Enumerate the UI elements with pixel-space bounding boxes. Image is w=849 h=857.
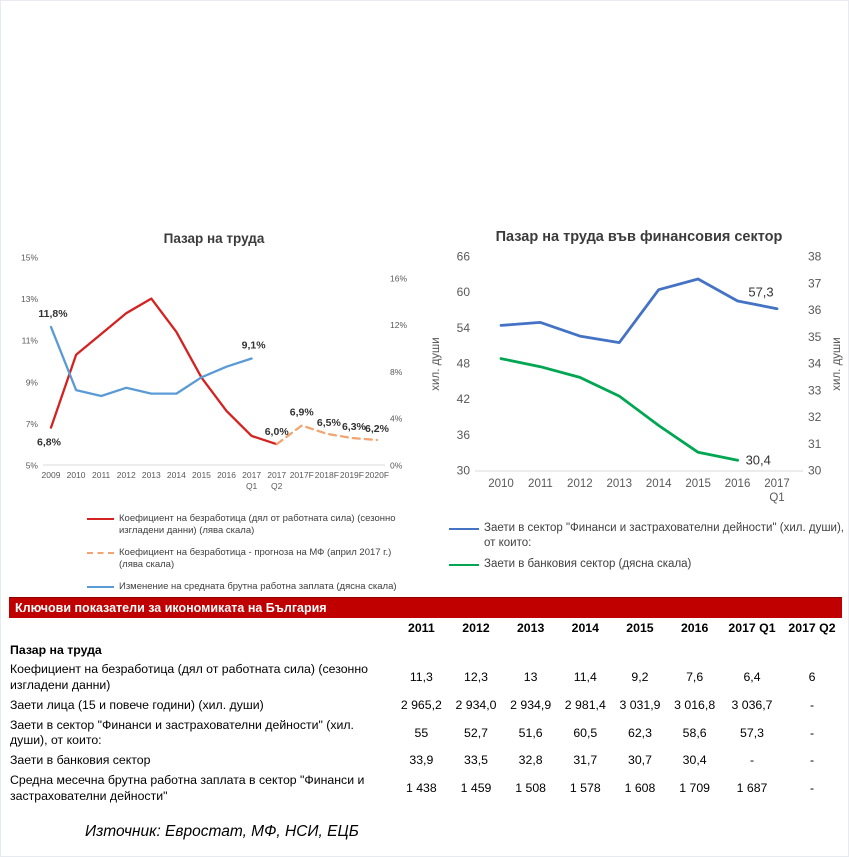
data-label: 6,2% <box>365 423 389 436</box>
x-axis-label: Q2 <box>271 481 283 491</box>
col-header: 2016 <box>680 621 709 635</box>
table-cell: - <box>809 753 815 768</box>
col-header: 2014 <box>571 621 599 635</box>
left-axis-tick: 11% <box>21 335 38 346</box>
legend-item <box>425 557 849 572</box>
source-note: Източник: Евростат, МФ, НСИ, ЕЦБ <box>85 823 359 840</box>
table-cell: 33,9 <box>409 753 434 768</box>
x-axis-label: 2017 <box>764 478 790 490</box>
right-axis-tick: 30 <box>808 463 822 478</box>
right-axis-tick: 33 <box>808 383 822 398</box>
table-cell: 52,7 <box>464 725 488 740</box>
left-axis-tick: 42 <box>456 392 470 407</box>
x-axis-label: 2013 <box>606 478 633 490</box>
table-cell: 60,5 <box>573 725 598 740</box>
x-axis-label: 2020F <box>364 470 390 480</box>
right-axis-tick: 37 <box>808 276 822 291</box>
table-cell: 58,6 <box>682 725 707 740</box>
left-axis-tick: 30 <box>456 463 470 478</box>
labor-market-chart-svg <box>7 227 413 511</box>
table-cell: - <box>809 725 815 740</box>
left-axis-tick: 7% <box>25 418 38 429</box>
table-cell: - <box>749 753 755 768</box>
table-cell: 12,3 <box>464 670 488 685</box>
financial-sector-legend <box>425 521 849 572</box>
x-axis-label: 2009 <box>41 470 61 480</box>
financial-sector-chart <box>425 223 849 578</box>
left-axis-tick: 5% <box>25 460 38 471</box>
table-cell: 7,6 <box>686 670 704 685</box>
left-axis-tick: 54 <box>456 320 470 335</box>
table-title-bar: Ключови показатели за икономиката на България <box>9 597 842 618</box>
data-label: 30,4 <box>745 452 771 468</box>
legend-label: Коефициент на безработица - прогноза на МФ (април 2017 г.) (лява скала) <box>119 546 392 570</box>
table-cell: 6 <box>808 670 816 685</box>
right-axis-tick: 4% <box>390 413 403 424</box>
x-axis-label: 2015 <box>685 478 711 490</box>
col-header: 2015 <box>626 621 654 635</box>
legend-line-swatch <box>87 518 114 520</box>
legend-label: Коефициент на безработица (дял от работната сила) (сезонно изгладени данни) (лява скала) <box>119 513 396 536</box>
header-spacer <box>9 619 394 639</box>
x-axis-label: 2012 <box>116 470 136 480</box>
right-axis-tick: 8% <box>390 366 403 377</box>
data-label: 6,5% <box>316 416 341 429</box>
right-axis-tick: 32 <box>808 410 822 424</box>
x-axis-label: 2011 <box>528 478 553 490</box>
table-cell: 11,4 <box>573 670 597 685</box>
data-label: 6,3% <box>341 420 366 433</box>
table-cell: 62,3 <box>627 725 652 740</box>
row-label: Заети лица (15 и повече години) (хил. души) <box>10 697 264 712</box>
table-cell: - <box>809 697 815 712</box>
table-cell: 57,3 <box>740 725 764 740</box>
table-cell: 31,7 <box>573 753 598 768</box>
x-axis-label: 2017 <box>267 470 287 480</box>
data-label: 9,1% <box>241 339 266 352</box>
chart-title: Пазар на труда във финансовия сектор <box>495 229 783 245</box>
series-line <box>501 359 738 461</box>
x-axis-label: 2011 <box>92 470 111 480</box>
x-axis-label: Q1 <box>769 492 785 504</box>
financial-sector-chart-svg <box>425 223 849 519</box>
right-axis-tick: 16% <box>390 273 408 284</box>
table-row <box>9 716 842 751</box>
table-cell: 2 934,9 <box>510 697 552 712</box>
right-axis-tick: 36 <box>808 303 822 317</box>
table-cell: - <box>809 780 815 795</box>
series-line <box>501 279 777 343</box>
col-header: 2017 Q2 <box>788 621 836 635</box>
legend-label: Заети в банковия сектор (дясна скала) <box>484 557 692 570</box>
table-cell: 3 031,9 <box>619 697 661 712</box>
table-cell: 2 934,0 <box>455 697 497 712</box>
data-label: 6,0% <box>264 426 289 439</box>
x-axis-label: 2017F <box>289 470 314 480</box>
row-label: Заети в сектор "Финанси и застрахователни дейности" (хил. души), от които: <box>10 717 354 748</box>
x-axis-label: 2019F <box>339 470 364 480</box>
left-axis-tick: 15% <box>20 252 38 263</box>
left-axis-tick: 48 <box>456 356 470 371</box>
x-axis-label: 2017 <box>242 470 262 480</box>
right-axis-tick: 34 <box>808 356 822 371</box>
col-header: 2017 Q1 <box>728 621 776 635</box>
legend-item <box>7 581 413 593</box>
x-axis-label: 2018F <box>314 470 339 480</box>
table-cell: 3 036,7 <box>731 697 773 712</box>
right-axis-tick: 12% <box>390 320 408 331</box>
x-axis-label: 2010 <box>488 478 514 490</box>
right-axis-tick: 31 <box>808 436 822 451</box>
x-axis-label: 2016 <box>217 470 236 480</box>
legend-item <box>7 547 413 571</box>
data-label: 6,8% <box>37 436 61 449</box>
table-cell: 33,5 <box>464 753 488 768</box>
x-axis-label: 2016 <box>724 478 751 490</box>
chart-title: Пазар на труда <box>163 231 265 246</box>
section-label: Пазар на труда <box>10 642 102 657</box>
right-axis-tick: 35 <box>808 329 822 344</box>
x-axis-label: 2014 <box>645 478 672 490</box>
x-axis-label: 2014 <box>166 470 186 480</box>
table-cell: 55 <box>414 725 429 740</box>
data-label: 11,8% <box>38 307 68 320</box>
legend-line-swatch <box>87 552 114 554</box>
legend-label: Изменение на средната брутна работна заплата (дясна скала) <box>119 580 397 592</box>
table-cell: 1 459 <box>460 780 492 795</box>
table-cell: 1 508 <box>515 780 547 795</box>
row-label: Средна месечна брутна работна заплата в сектор "Финанси и застрахователни дейности" <box>10 772 365 803</box>
table-cell: 2 965,2 <box>400 697 442 712</box>
kpi-table <box>9 619 842 806</box>
table-cell: 6,4 <box>743 670 761 685</box>
x-axis-label: 2015 <box>192 470 211 480</box>
legend-item <box>425 521 849 551</box>
right-axis-tick: 38 <box>808 249 822 264</box>
x-axis-label: Q1 <box>245 481 258 491</box>
left-axis-tick: 36 <box>456 427 470 442</box>
col-header: 2013 <box>516 621 545 635</box>
table-cell: 1 438 <box>405 780 437 795</box>
table-cell: 32,8 <box>518 753 543 768</box>
data-label: 57,3 <box>748 284 774 300</box>
col-header: 2011 <box>407 621 435 635</box>
data-label: 6,9% <box>289 406 314 419</box>
left-axis-tick: 13% <box>20 294 38 305</box>
x-axis-label: 2013 <box>141 470 161 480</box>
table-cell: 30,4 <box>682 753 707 768</box>
table-row <box>9 660 842 695</box>
table-row <box>9 751 842 771</box>
table-section-row <box>9 639 842 661</box>
series-line <box>51 327 252 396</box>
table-row <box>9 696 842 716</box>
row-label: Коефициент на безработица (дял от работната сила) (сезонно изгладени данни) <box>10 662 368 693</box>
table-cell: 51,6 <box>518 725 543 740</box>
legend-label: Заети в сектор "Финанси и застрахователни дейности" (хил. души), от които: <box>484 522 844 549</box>
x-axis-label: 2010 <box>66 470 86 480</box>
x-axis-label: 2012 <box>567 478 593 490</box>
left-axis-tick: 9% <box>25 377 38 388</box>
legend-line-swatch <box>87 586 114 588</box>
table-cell: 13 <box>523 670 538 685</box>
right-axis-tick: 0% <box>390 460 403 471</box>
right-axis-title: хил. души <box>831 337 843 391</box>
left-axis-tick: 60 <box>456 285 470 300</box>
table-cell: 3 016,8 <box>674 697 716 712</box>
kpi-table-section <box>9 597 842 806</box>
table-cell: 2 981,4 <box>564 697 606 712</box>
table-cell: 1 709 <box>679 780 711 795</box>
table-cell: 9,2 <box>631 670 649 685</box>
labor-market-legend <box>7 513 413 592</box>
legend-line-swatch <box>449 564 479 566</box>
series-line <box>51 299 277 445</box>
table-row <box>9 771 842 806</box>
left-axis-tick: 66 <box>456 249 470 264</box>
left-axis-title: хил. души <box>430 337 442 391</box>
col-header: 2012 <box>462 621 490 635</box>
legend-item <box>7 513 413 537</box>
table-header-row <box>9 619 842 639</box>
row-label: Заети в банковия сектор <box>10 753 151 768</box>
table-cell: 1 608 <box>624 780 656 795</box>
labor-market-chart <box>7 227 413 602</box>
table-cell: 11,3 <box>409 670 433 685</box>
table-cell: 30,7 <box>627 753 652 768</box>
table-cell: 1 578 <box>569 780 601 795</box>
legend-line-swatch <box>449 528 479 530</box>
table-cell: 1 687 <box>736 780 768 795</box>
